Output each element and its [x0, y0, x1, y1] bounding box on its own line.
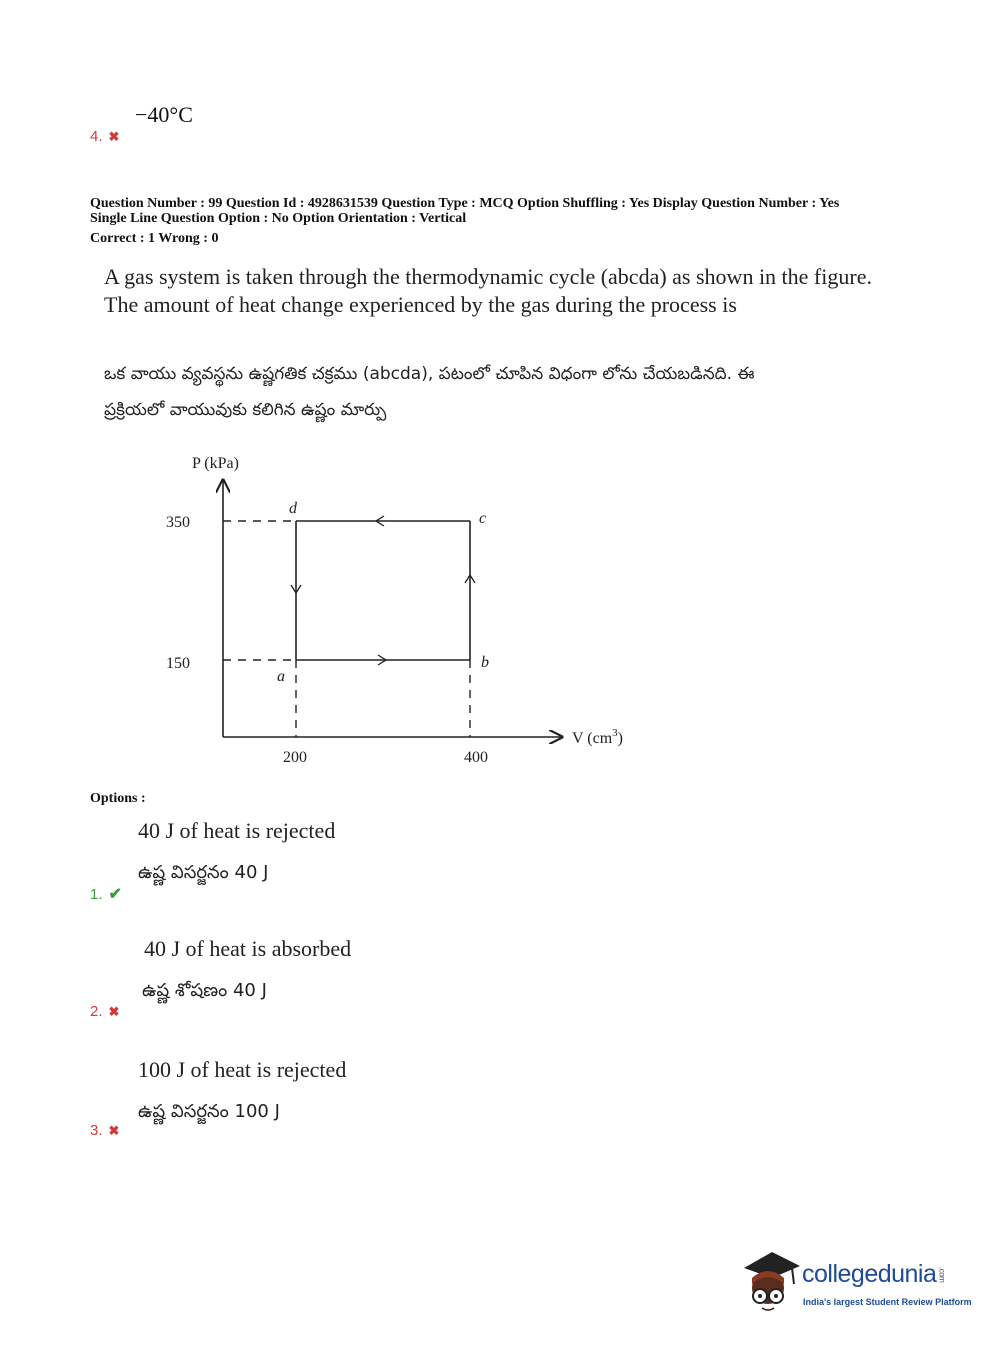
mascot-icon	[740, 1248, 802, 1314]
question-text-english	[104, 263, 984, 319]
question-english-line1: A gas system is taken through the thermodynamic cycle (abcda) as shown in the figure.	[104, 264, 872, 289]
option-2-number	[90, 1003, 119, 1020]
option-2-english: 40 J of heat is absorbed	[144, 936, 352, 961]
point-label-d: d	[289, 500, 297, 517]
logo-suffix: .com	[937, 1266, 947, 1282]
point-label-c: c	[479, 510, 487, 527]
option-1[interactable]	[90, 818, 490, 908]
logo-tagline: India's largest Student Review Platform	[803, 1297, 972, 1307]
pv-diagram	[150, 445, 650, 775]
check-mark-icon: ✔	[108, 886, 122, 903]
option-1-number-label: 1.	[90, 886, 103, 903]
option-1-telugu: ఉష్ణ విసర్జనం 40 J	[138, 862, 269, 883]
option-3[interactable]	[90, 1057, 490, 1147]
x-axis-label-base: V (cm	[572, 730, 613, 747]
question-english-line2: The amount of heat change experienced by the gas during the process is	[104, 292, 737, 317]
cross-mark-icon: ✖	[108, 1123, 120, 1138]
cross-mark-icon: ✖	[108, 1004, 120, 1019]
question-telugu-line2: ప్రక్రియలో వాయువుకు కలిగిన ఉష్ణం మార్పు	[104, 400, 387, 420]
option-3-telugu: ఉష్ణ విసర్జనం 100 J	[138, 1101, 280, 1122]
x-axis-label-sup: 3	[612, 727, 618, 739]
options-label: Options :	[90, 791, 146, 806]
y-axis-label: P (kPa)	[192, 455, 239, 472]
question-telugu-line1: ఒక వాయు వ్యవస్థను ఉష్ణగతిక చక్రము (abcda), పటంలో చూపిన విధంగా లోను చేయబడినది. ఈ	[104, 364, 755, 384]
prev-option-value: −40°C	[135, 102, 193, 127]
prev-option-number-label: 4.	[90, 128, 103, 145]
option-2-telugu: ఉష్ణ శోషణం 40 J	[142, 980, 267, 1001]
option-2-number-label: 2.	[90, 1003, 103, 1020]
question-meta-line1: Question Number : 99 Question Id : 4928631539 Question Type : MCQ Option Shuffling : Yes Display Question Number : Yes	[90, 196, 840, 211]
option-3-number-label: 3.	[90, 1122, 103, 1139]
y-tick-150: 150	[166, 655, 190, 672]
cross-mark-icon: ✖	[108, 129, 120, 144]
point-label-a: a	[277, 668, 285, 685]
question-meta-line2: Single Line Question Option : No Option Orientation : Vertical	[90, 211, 467, 226]
collegedunia-logo	[740, 1248, 980, 1316]
x-axis-label-close: )	[617, 730, 623, 747]
option-1-english: 40 J of heat is rejected	[138, 818, 336, 843]
x-tick-400: 400	[464, 749, 488, 766]
prev-option-number	[90, 128, 119, 145]
y-tick-350: 350	[166, 514, 190, 531]
logo-name: collegedunia	[802, 1260, 937, 1288]
question-meta	[90, 196, 970, 246]
logo-text	[802, 1260, 946, 1289]
option-1-number	[90, 884, 122, 904]
option-3-english: 100 J of heat is rejected	[138, 1057, 347, 1082]
x-tick-200: 200	[283, 749, 307, 766]
question-text-telugu	[104, 356, 984, 428]
question-meta-line3: Correct : 1 Wrong : 0	[90, 231, 219, 246]
option-3-number	[90, 1122, 119, 1139]
point-label-b: b	[481, 654, 489, 671]
option-2[interactable]	[90, 936, 490, 1026]
x-axis-label	[572, 727, 623, 747]
